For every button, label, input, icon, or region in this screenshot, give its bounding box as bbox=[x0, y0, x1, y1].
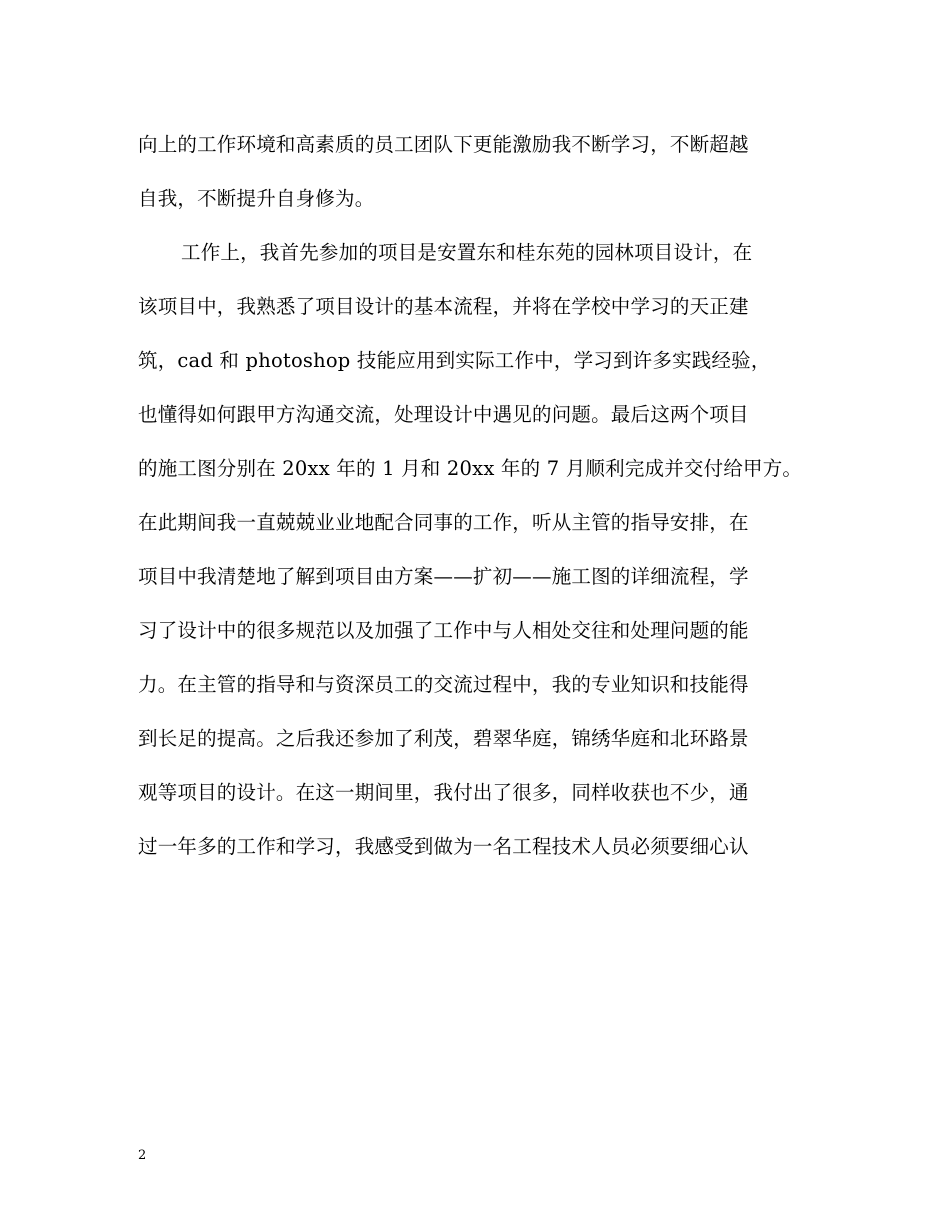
text-line: 在此期间我一直兢兢业业地配合同事的工作，听从主管的指导安排，在 bbox=[138, 511, 749, 534]
text-line: 项目中我清楚地了解到项目由方案——扩初——施工图的详细流程，学 bbox=[138, 565, 749, 588]
body-text bbox=[138, 118, 818, 874]
text-line: 的施工图分别在 20xx 年的 1 月和 20xx 年的 7 月顺利完成并交付给甲方。 bbox=[138, 457, 803, 480]
text-line: 力。在主管的指导和与资深员工的交流过程中，我的专业知识和技能得 bbox=[138, 673, 749, 696]
paragraph-start-line: 工作上，我首先参加的项目是安置东和桂东苑的园林项目设计，在 bbox=[181, 241, 753, 264]
text-line: 自我，不断提升自身修为。 bbox=[138, 187, 375, 210]
text-line: 筑，cad 和 photoshop 技能应用到实际工作中，学习到许多实践经验， bbox=[138, 349, 771, 372]
text-line: 观等项目的设计。在这一期间里，我付出了很多，同样收获也不少，通 bbox=[138, 781, 749, 804]
text-line: 该项目中，我熟悉了项目设计的基本流程，并将在学校中学习的天正建 bbox=[138, 295, 749, 318]
text-line: 到长足的提高。之后我还参加了利茂，碧翠华庭，锦绣华庭和北环路景 bbox=[138, 727, 749, 750]
text-line: 过一年多的工作和学习，我感受到做为一名工程技术人员必须要细心认 bbox=[138, 835, 749, 858]
text-line: 习了设计中的很多规范以及加强了工作中与人相处交往和处理问题的能 bbox=[138, 619, 749, 642]
text-line: 也懂得如何跟甲方沟通交流，处理设计中遇见的问题。最后这两个项目 bbox=[138, 403, 749, 426]
page-number: 2 bbox=[138, 1148, 147, 1163]
text-line: 向上的工作环境和高素质的员工团队下更能激励我不断学习，不断超越 bbox=[138, 133, 749, 156]
